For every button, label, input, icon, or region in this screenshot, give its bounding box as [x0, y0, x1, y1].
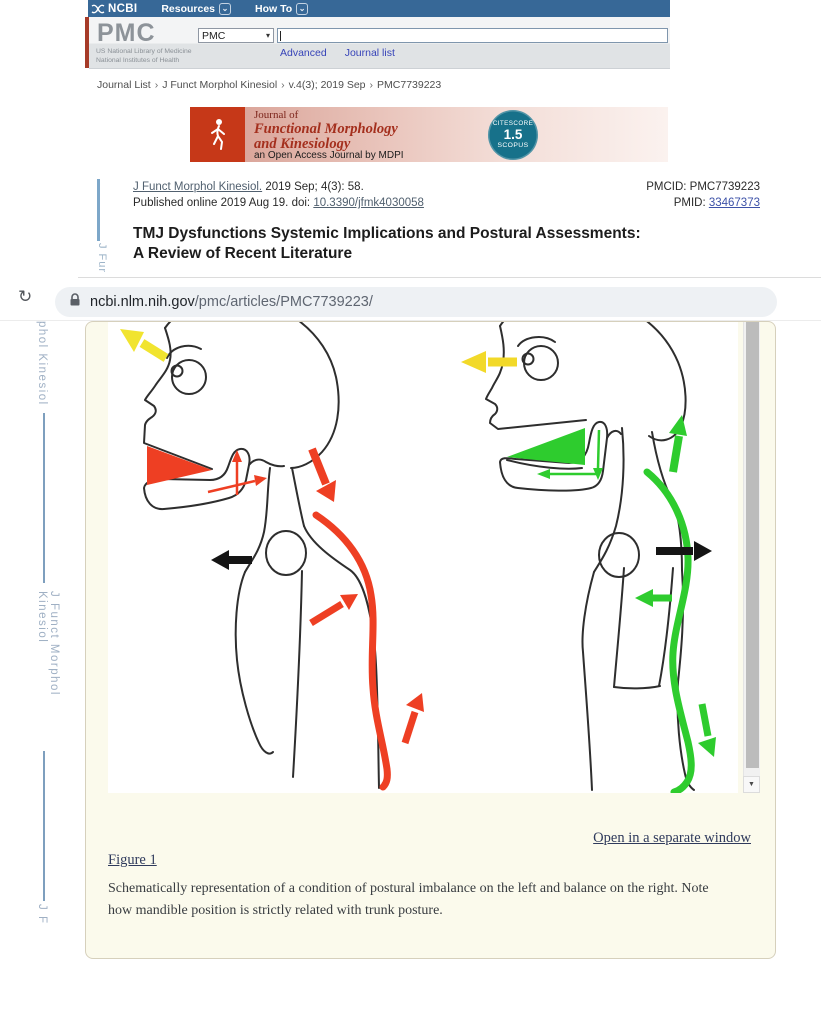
url-text[interactable] [90, 294, 373, 310]
url-domain: ncbi.nlm.nih.gov [90, 294, 195, 310]
red-arrows [311, 449, 424, 743]
pmid-line [646, 195, 760, 211]
green-spine-curve [647, 472, 691, 792]
pmcid-value: PMC7739223 [689, 181, 760, 193]
badge-label: CITESCORE [492, 119, 534, 127]
header-links [280, 47, 395, 59]
text-cursor [280, 31, 281, 41]
journal-citation-link[interactable]: J Funct Morphol Kinesiol. [133, 181, 263, 193]
banner-title-line1: Functional Morphology [254, 121, 398, 137]
yellow-gaze-arrow [461, 351, 517, 373]
breadcrumb-journal[interactable]: J Funct Morphol Kinesiol [162, 79, 278, 91]
figure-scrollbar[interactable] [743, 322, 760, 793]
divider [78, 277, 821, 278]
title-line: TMJ Dysfunctions Systemic Implications and Postural Assessments: [133, 225, 641, 242]
breadcrumb-issue[interactable]: v.4(3); 2019 Sep [288, 79, 366, 91]
right-figure-balance [461, 322, 716, 792]
pmc-tagline [96, 47, 192, 65]
journal-list-link[interactable]: Journal list [344, 47, 395, 59]
sidebar-rule [43, 751, 45, 901]
ncbi-logo-icon[interactable] [91, 3, 105, 15]
banner-subtitle: an Open Access Journal by MDPI [254, 150, 404, 161]
published-text: Published online 2019 Aug 19. doi: [133, 197, 314, 209]
banner-journal-of: Journal of [254, 109, 299, 121]
pmcid-line [646, 179, 760, 195]
breadcrumb-separator: › [154, 79, 159, 91]
pmid-link[interactable]: 33467373 [708, 197, 760, 209]
breadcrumb-separator: › [281, 79, 285, 91]
citation-line1 [133, 179, 424, 195]
tagline-line: US National Library of Medicine [96, 48, 192, 55]
nav-item-label: Resources [161, 2, 216, 15]
pmid-label: PMID: [673, 197, 709, 209]
figure-viewport[interactable] [108, 322, 738, 793]
citation-block [133, 179, 424, 211]
ncbi-top-bar [88, 0, 670, 17]
journal-vertical-label: J Fur [96, 243, 108, 274]
red-joint-arrows [208, 450, 267, 495]
breadcrumb [97, 79, 441, 91]
address-bar[interactable] [55, 287, 777, 317]
citation-line2 [133, 195, 424, 211]
pmc-header-panel [89, 17, 670, 69]
red-spine-curve [316, 515, 387, 787]
breadcrumb-journal-list[interactable]: Journal List [97, 79, 151, 91]
yellow-gaze-arrow [120, 329, 166, 358]
pmcid-label: PMCID: [646, 181, 690, 193]
black-chest-arrow [211, 550, 252, 570]
citescore-badge [488, 110, 538, 160]
database-select-value: PMC [202, 29, 226, 42]
scroll-down-button[interactable]: ▼ [743, 776, 760, 793]
reload-icon[interactable]: ↻ [18, 287, 33, 306]
breadcrumb-separator: › [369, 79, 374, 91]
sidebar-journal-label-partial: J F [36, 904, 48, 925]
article-left-rule [97, 179, 100, 241]
open-separate-window-link[interactable]: Open in a separate window [593, 830, 751, 846]
caption-line: Schematically representation of a condition of postural imbalance on the left and balance on the right. Note [108, 881, 709, 896]
article-ids [646, 179, 760, 211]
figure-1-link[interactable]: Figure 1 [108, 852, 157, 868]
advanced-link[interactable]: Advanced [280, 47, 327, 59]
nav-item-howto[interactable] [255, 3, 308, 15]
sidebar-rule [43, 413, 45, 583]
nav-item-label: How To [255, 2, 293, 15]
sidebar-journal-label-partial: phol Kinesiol [36, 321, 48, 406]
journal-logo-icon [190, 107, 245, 162]
sidebar-journal-label: J Funct Morphol Kinesiol [36, 591, 60, 696]
pmc-logo[interactable]: PMC [97, 19, 156, 47]
chevron-down-icon[interactable]: ⌄ [219, 3, 231, 15]
chevron-down-icon[interactable]: ⌄ [296, 3, 308, 15]
figure-illustration [108, 322, 738, 793]
doi-link[interactable]: 10.3390/jfmk4030058 [313, 197, 424, 209]
journal-banner[interactable] [190, 107, 668, 162]
database-select[interactable] [198, 28, 274, 43]
ncbi-brand[interactable]: NCBI [108, 2, 138, 15]
select-caret-icon: ▾ [265, 31, 270, 40]
left-figure-imbalance [120, 322, 424, 788]
title-line: A Review of Recent Literature [133, 245, 353, 262]
scrollbar-thumb[interactable] [746, 322, 759, 768]
lock-icon[interactable] [69, 292, 81, 312]
url-path: /pmc/articles/PMC7739223/ [194, 294, 373, 310]
tagline-line: National Institutes of Health [96, 57, 180, 65]
nav-item-resources[interactable] [161, 3, 231, 15]
breadcrumb-current: PMC7739223 [377, 79, 442, 91]
badge-score: 1.5 [503, 126, 523, 142]
figure-caption [108, 878, 748, 922]
figure-box [85, 321, 776, 959]
page-title [133, 224, 708, 264]
caption-line: how mandible position is strictly related with trunk posture. [108, 903, 443, 918]
badge-source: SCOPUS [497, 142, 529, 150]
search-input[interactable] [277, 28, 668, 43]
banner-title-line2: and Kinesiology [254, 136, 351, 152]
citation-issue: 2019 Sep; 4(3): 58. [262, 181, 364, 193]
